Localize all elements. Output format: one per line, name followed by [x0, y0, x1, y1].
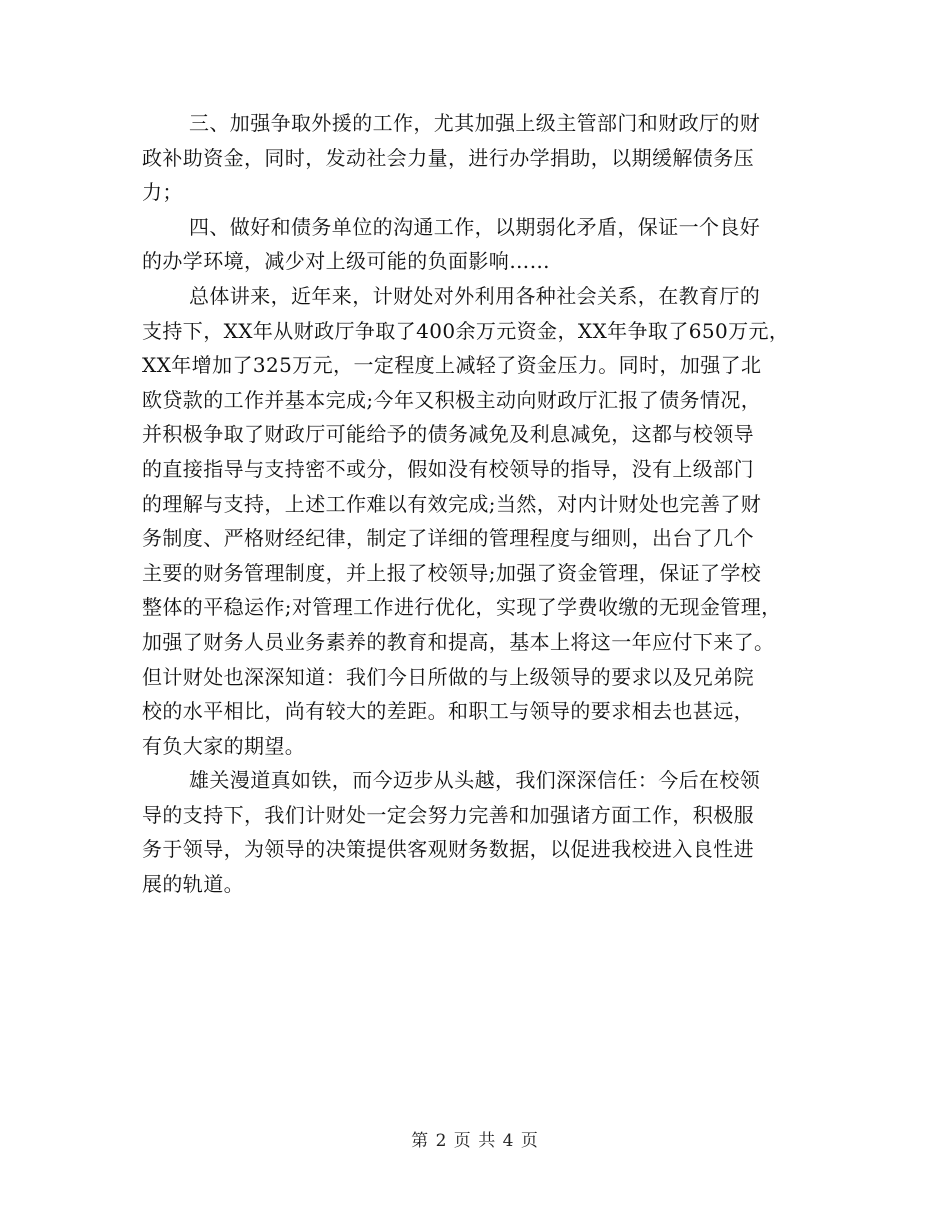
text-line: 加强了财务人员业务素养的教育和提高，基本上将这一年应付下来了。	[142, 629, 775, 654]
text-line: 雄关漫道真如铁，而今迈步从头越，我们深深信任：今后在校领	[189, 768, 761, 793]
text-line: 支持下，XX年从财政厅争取了400余万元资金，XX年争取了650万元，	[142, 318, 790, 343]
text-line: 欧贷款的工作并基本完成;今年又积极主动向财政厅汇报了债务情况，	[142, 387, 762, 412]
text-line: 整体的平稳运作;对管理工作进行优化，实现了学费收缴的无现金管理，	[142, 595, 782, 620]
text-line: 的理解与支持，上述工作难以有效完成;当然，对内计财处也完善了财	[142, 491, 762, 516]
text-line: 三、加强争取外援的工作，尤其加强上级主管部门和财政厅的财	[189, 111, 761, 135]
paragraph	[142, 106, 818, 210]
paragraph	[142, 763, 818, 901]
text-line: 政补助资金，同时，发动社会力量，进行办学捐助，以期缓解债务压	[142, 145, 754, 170]
text-line: 主要的财务管理制度，并上报了校领导;加强了资金管理，保证了学校	[142, 560, 762, 585]
paragraph	[142, 210, 818, 279]
text-line: 四、做好和债务单位的沟通工作，以期弱化矛盾，保证一个良好	[189, 214, 761, 239]
text-line: 并积极争取了财政厅可能给予的债务减免及利息减免，这都与校领导	[142, 422, 754, 447]
text-line: 务于领导，为领导的决策提供客观财务数据，以促进我校进入良性进	[142, 837, 754, 862]
text-line: 展的轨道。	[142, 872, 244, 897]
text-line: 的直接指导与支持密不或分，假如没有校领导的指导，没有上级部门	[142, 456, 754, 481]
paragraph	[142, 279, 818, 763]
text-line: 总体讲来，近年来，计财处对外利用各种社会关系，在教育厅的	[189, 283, 761, 308]
text-line: 有负大家的期望。	[142, 733, 306, 758]
document-body	[142, 106, 818, 902]
text-line: 但计财处也深深知道：我们今日所做的与上级领导的要求以及兄弟院	[142, 664, 754, 689]
text-line: 导的支持下，我们计财处一定会努力完善和加强诸方面工作，积极服	[142, 802, 754, 827]
page-number-footer: 第 2 页 共 4 页	[411, 1131, 539, 1151]
text-line: 力；	[142, 180, 183, 205]
text-line: 务制度、严格财经纪律，制定了详细的管理程度与细则，出台了几个	[142, 526, 754, 551]
text-line: 的办学环境，减少对上级可能的负面影响……	[142, 249, 550, 274]
text-line: 校的水平相比，尚有较大的差距。和职工与领导的要求相去也甚远，	[142, 699, 754, 724]
text-line: XX年增加了325万元，一定程度上减轻了资金压力。同时，加强了北	[142, 353, 762, 378]
